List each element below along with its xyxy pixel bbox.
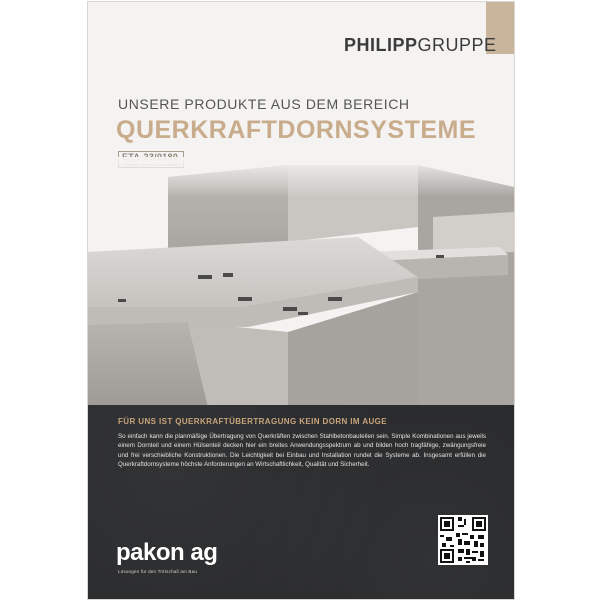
philipp-gruppe-logo: PHILIPPGRUPPE	[344, 35, 497, 55]
kicker-heading: UNSERE PRODUKTE AUS DEM BEREICH	[118, 96, 410, 112]
pakon-tagline: Lösungen für den Trittschall am Bau	[118, 569, 198, 574]
info-panel	[88, 405, 514, 599]
qr-code[interactable]	[438, 515, 488, 565]
brochure-page	[88, 2, 514, 599]
page-title: QUERKRAFTDORNSYSTEME	[116, 116, 477, 144]
body-text: So einfach kann die planmäßige Übertragung von Querkräften zwischen Stahlbetonbauteilen sein. Simple Kombinationen aus jeweils einem Dornteil und einem Hülsenteil decken hier ein breites Anwendungsspektrum ab und bilden hoch tragfähige, zwängungsfreie und frei verschiebliche Konstruktionen. Die Leichtigkeit bei Einbau und Installation rundet die Systeme ab. Insgesamt erfüllen die Querkraftdornsysteme höchste Anforderungen an Wirtschaftlichkeit, Qualität und Sicherheit.	[118, 433, 486, 468]
pakon-logo: pakon ag	[116, 539, 218, 566]
claim-heading: FÜR UNS IST QUERKRAFTÜBERTRAGUNG KEIN DORN IM AUGE	[118, 417, 388, 426]
concrete-product-render	[88, 157, 514, 407]
